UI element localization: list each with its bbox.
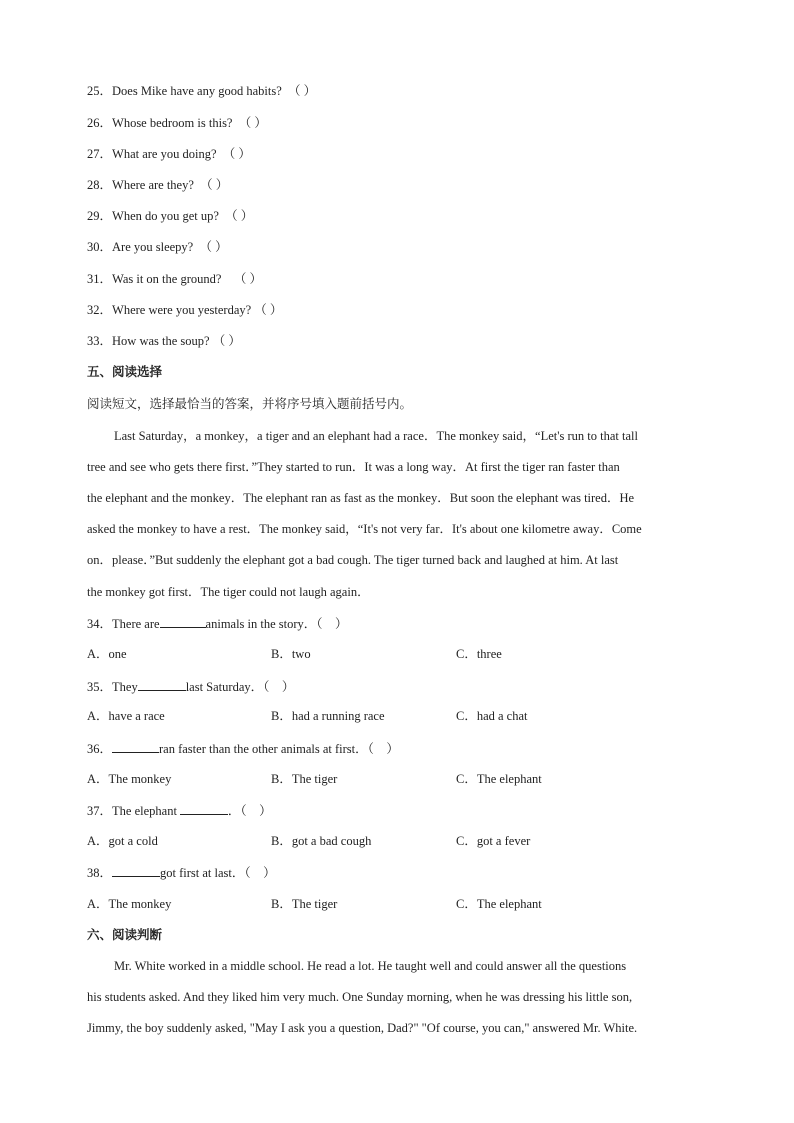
question-29 xyxy=(87,208,253,224)
question-text: How was the soup? （ ） xyxy=(112,334,241,348)
passage-line: on．please．”But suddenly the elephant got a bad cough. The tiger turned back and laughed at him. At last xyxy=(87,553,619,567)
answer-blank[interactable] xyxy=(112,864,160,877)
option-c: C．three xyxy=(456,647,502,661)
passage-line: Mr. White worked in a middle school. He read a lot. He taught well and could answer all the questions xyxy=(114,959,627,973)
question-number: 31． xyxy=(87,272,113,286)
passage-line: tree and see who gets there first．”They started to run．It was a long way．At first the tiger ran faster than xyxy=(87,460,620,474)
passage-line: the monkey got first．The tiger could not laugh again． xyxy=(87,585,370,599)
question-text: Does Mike have any good habits? （ ） xyxy=(112,84,317,98)
option-b: B．had a running race xyxy=(271,709,385,723)
question-28 xyxy=(87,177,228,193)
question-26 xyxy=(87,115,267,131)
passage-line: Jimmy, the boy suddenly asked, "May I ask you a question, Dad?" "Of course, you can," answered Mr. White. xyxy=(87,1021,638,1035)
question-text-after: animals in the story．（ ） xyxy=(205,617,348,631)
question-text-after: ．（ ） xyxy=(227,804,272,818)
question-text: When do you get up? （ ） xyxy=(112,209,254,223)
option-c: C．had a chat xyxy=(456,709,528,723)
answer-blank[interactable] xyxy=(112,740,159,753)
option-a: A．got a cold xyxy=(87,834,158,848)
option-c: C．The elephant xyxy=(456,897,542,911)
question-text-before: There are xyxy=(112,617,160,631)
question-number: 38． xyxy=(87,866,113,880)
question-number: 28． xyxy=(87,178,113,192)
question-number: 30． xyxy=(87,240,113,254)
answer-blank[interactable] xyxy=(180,802,228,815)
option-b: B．two xyxy=(271,647,311,661)
option-a: A．The monkey xyxy=(87,772,172,786)
question-text: Was it on the ground? （ ） xyxy=(112,272,263,286)
question-number: 27． xyxy=(87,147,113,161)
question-text-before: The elephant xyxy=(112,804,177,818)
question-text-after: got first at last．（ ） xyxy=(160,866,276,880)
question-32 xyxy=(87,302,282,318)
question-25 xyxy=(87,83,316,99)
option-a: A．The monkey xyxy=(87,897,172,911)
question-36 xyxy=(87,740,399,757)
question-35 xyxy=(87,678,294,695)
passage-line: asked the monkey to have a rest．The monkey said，“It's not very far．It's about one kilometre away．Come xyxy=(87,522,642,536)
option-b: B．The tiger xyxy=(271,772,338,786)
section-five-instruction: 阅读短文，选择最恰当的答案，并将序号填入题前括号内。 xyxy=(87,396,413,411)
passage-line: Last Saturday，a monkey，a tiger and an elephant had a race．The monkey said，“Let's run to that tall xyxy=(114,429,638,443)
question-number: 33． xyxy=(87,334,113,348)
question-38 xyxy=(87,864,276,881)
question-number: 32． xyxy=(87,303,113,317)
question-33 xyxy=(87,333,241,349)
option-a: A．have a race xyxy=(87,709,165,723)
passage-line: his students asked. And they liked him very much. One Sunday morning, when he was dressing his little son, xyxy=(87,990,633,1004)
answer-blank[interactable] xyxy=(160,615,206,628)
question-number: 35． xyxy=(87,680,113,694)
option-c: C．got a fever xyxy=(456,834,531,848)
question-37 xyxy=(87,802,272,819)
question-number: 26． xyxy=(87,116,113,130)
question-number: 25． xyxy=(87,84,113,98)
section-six-heading: 六、阅读判断 xyxy=(87,927,163,942)
question-30 xyxy=(87,239,228,255)
question-31 xyxy=(87,271,262,287)
section-five-heading: 五、阅读选择 xyxy=(87,364,163,379)
option-c: C．The elephant xyxy=(456,772,542,786)
question-text: Are you sleepy? （ ） xyxy=(112,240,228,254)
question-34 xyxy=(87,615,348,632)
question-text-after: ran faster than the other animals at first．（ ） xyxy=(159,742,399,756)
question-text: Whose bedroom is this? （ ） xyxy=(112,116,267,130)
question-number: 34． xyxy=(87,617,113,631)
question-number: 37． xyxy=(87,804,113,818)
question-27 xyxy=(87,146,251,162)
answer-blank[interactable] xyxy=(138,678,186,691)
question-number: 36． xyxy=(87,742,113,756)
question-text-after: last Saturday．（ ） xyxy=(185,680,295,694)
question-text: Where are they? （ ） xyxy=(112,178,229,192)
passage-line: the elephant and the monkey．The elephant ran as fast as the monkey．But soon the elephant was tired．He xyxy=(87,491,635,505)
question-text: What are you doing? （ ） xyxy=(112,147,251,161)
option-b: B．got a bad cough xyxy=(271,834,372,848)
option-a: A．one xyxy=(87,647,127,661)
question-text: Where were you yesterday? （ ） xyxy=(112,303,283,317)
option-b: B．The tiger xyxy=(271,897,338,911)
question-text-before: They xyxy=(112,680,138,694)
question-number: 29． xyxy=(87,209,113,223)
